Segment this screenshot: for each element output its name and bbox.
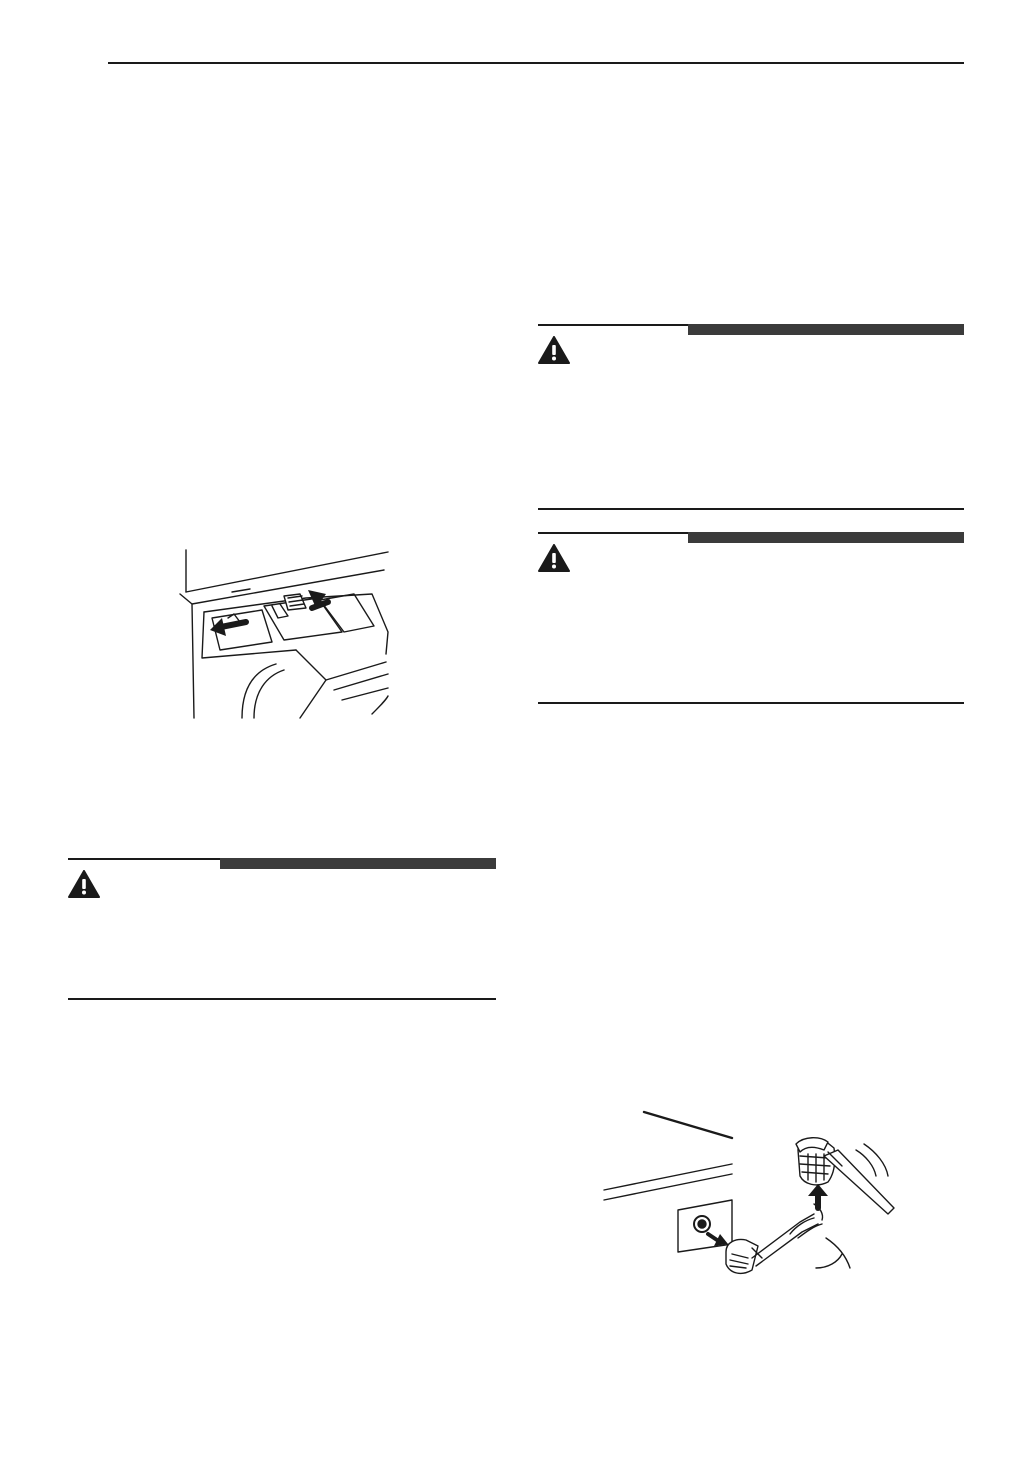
header-rule bbox=[108, 62, 964, 64]
detergent-drawer-illustration bbox=[176, 546, 396, 722]
notice-bottom-rule bbox=[538, 508, 964, 510]
notice-top-bar bbox=[688, 532, 964, 543]
warning-notice-right-1 bbox=[538, 324, 964, 510]
warning-triangle-icon bbox=[538, 336, 570, 364]
water-inlet-filter-illustration bbox=[602, 1108, 902, 1288]
notice-top-rule bbox=[538, 324, 690, 326]
warning-notice-right-2 bbox=[538, 532, 964, 704]
notice-top-rule bbox=[68, 858, 222, 860]
notice-top-rule bbox=[538, 532, 690, 534]
warning-triangle-icon bbox=[68, 870, 100, 898]
warning-triangle-icon bbox=[538, 544, 570, 572]
notice-bottom-rule bbox=[538, 702, 964, 704]
notice-top-bar bbox=[688, 324, 964, 335]
warning-notice-left-1 bbox=[68, 858, 496, 1000]
notice-top-bar bbox=[220, 858, 496, 869]
notice-bottom-rule bbox=[68, 998, 496, 1000]
